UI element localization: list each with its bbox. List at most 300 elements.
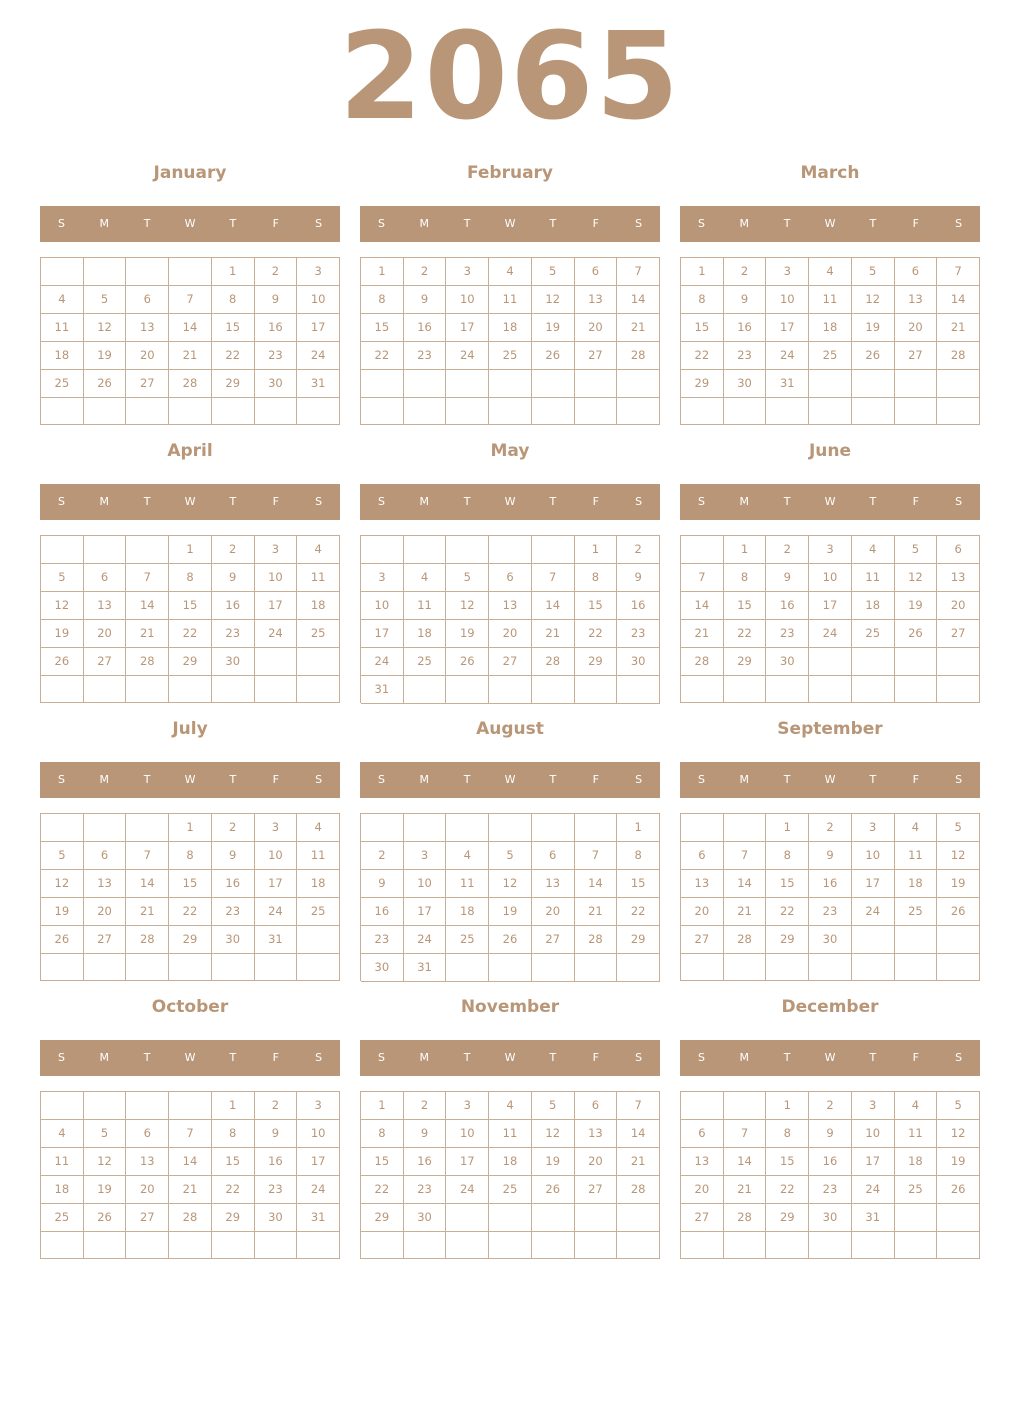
weekday-label: T [869,773,877,786]
day-cell: 7 [617,1092,660,1120]
empty-day-cell [575,954,618,982]
weekday-label: M [419,773,430,786]
day-cell: 21 [724,898,767,926]
day-cell: 29 [169,926,212,954]
day-cell: 22 [169,898,212,926]
day-cell: 26 [41,648,84,676]
empty-day-cell [446,1204,489,1232]
day-cell: 21 [681,620,724,648]
day-cell: 27 [575,1176,618,1204]
day-cell: 13 [575,1120,618,1148]
day-cell: 20 [895,314,938,342]
day-cell: 10 [297,1120,340,1148]
empty-day-cell [212,676,255,703]
day-cell: 29 [575,648,618,676]
day-cell: 14 [532,592,575,620]
day-cell: 4 [895,1092,938,1120]
day-cell: 19 [41,620,84,648]
day-cell: 30 [212,926,255,954]
day-cell: 17 [446,1148,489,1176]
day-cell: 17 [404,898,447,926]
day-cell: 26 [937,898,980,926]
day-cell: 20 [532,898,575,926]
day-cell: 10 [297,286,340,314]
weekday-header [360,1040,660,1076]
day-cell: 14 [126,592,169,620]
day-cell: 1 [766,1092,809,1120]
weekday-label: S [315,495,323,508]
day-cell: 13 [575,286,618,314]
day-cell: 12 [84,314,127,342]
day-cell: 23 [766,620,809,648]
weekday-label: T [463,1051,471,1064]
weekday-label: T [143,495,151,508]
day-cell: 23 [255,342,298,370]
day-cell: 25 [297,898,340,926]
day-grid [680,535,980,703]
day-cell: 8 [361,286,404,314]
day-cell: 16 [617,592,660,620]
day-cell: 24 [297,1176,340,1204]
day-cell: 12 [852,286,895,314]
day-cell: 19 [532,314,575,342]
day-cell: 3 [361,564,404,592]
empty-day-cell [617,370,660,398]
empty-day-cell [532,814,575,842]
day-cell: 19 [84,342,127,370]
month-january [40,158,340,390]
empty-day-cell [404,676,447,704]
empty-day-cell [852,398,895,425]
day-cell: 27 [681,926,724,954]
day-cell: 2 [255,258,298,286]
day-cell: 31 [361,676,404,704]
day-cell: 24 [766,342,809,370]
day-cell: 29 [361,1204,404,1232]
day-cell: 2 [809,1092,852,1120]
weekday-label: M [739,1051,750,1064]
day-cell: 5 [532,1092,575,1120]
day-cell: 16 [212,592,255,620]
day-cell: 29 [724,648,767,676]
day-cell: 21 [532,620,575,648]
empty-day-cell [681,1092,724,1120]
day-grid [360,813,660,981]
empty-day-cell [681,676,724,703]
empty-day-cell [532,954,575,982]
weekday-label: S [377,217,385,230]
day-cell: 5 [937,1092,980,1120]
empty-day-cell [255,398,298,425]
empty-day-cell [895,926,938,954]
day-cell: 27 [489,648,532,676]
day-cell: 25 [489,1176,532,1204]
empty-day-cell [895,1232,938,1259]
day-cell: 28 [532,648,575,676]
day-cell: 26 [852,342,895,370]
weekday-header [40,484,340,520]
month-april [40,436,340,668]
month-march [680,158,980,390]
day-cell: 1 [212,258,255,286]
weekday-label: W [184,1051,196,1064]
day-cell: 17 [255,592,298,620]
weekday-label: S [57,773,65,786]
empty-day-cell [255,676,298,703]
day-cell: 19 [895,592,938,620]
day-cell: 6 [575,258,618,286]
day-cell: 20 [937,592,980,620]
empty-day-cell [617,676,660,704]
weekday-label: T [549,217,557,230]
day-cell: 1 [212,1092,255,1120]
empty-day-cell [446,1232,489,1259]
day-cell: 2 [404,1092,447,1120]
empty-day-cell [255,648,298,676]
day-cell: 24 [852,898,895,926]
day-cell: 8 [169,842,212,870]
day-cell: 30 [617,648,660,676]
day-cell: 10 [255,842,298,870]
day-cell: 14 [724,870,767,898]
empty-day-cell [126,1092,169,1120]
day-cell: 11 [489,286,532,314]
day-cell: 11 [895,1120,938,1148]
day-cell: 26 [84,1204,127,1232]
day-cell: 12 [489,870,532,898]
day-cell: 30 [255,1204,298,1232]
empty-day-cell [41,398,84,425]
weekday-label: T [783,495,791,508]
weekday-label: T [549,1051,557,1064]
day-cell: 10 [255,564,298,592]
day-cell: 18 [895,1148,938,1176]
day-cell: 1 [169,536,212,564]
day-cell: 23 [809,1176,852,1204]
day-cell: 11 [41,1148,84,1176]
day-cell: 31 [852,1204,895,1232]
day-cell: 27 [84,648,127,676]
day-cell: 16 [766,592,809,620]
day-cell: 21 [126,898,169,926]
empty-day-cell [361,536,404,564]
month-title: June [808,441,852,461]
day-cell: 27 [532,926,575,954]
day-cell: 29 [212,370,255,398]
weekday-label: W [824,217,836,230]
empty-day-cell [724,676,767,703]
weekday-label: S [635,773,643,786]
month-title: October [151,997,229,1017]
day-cell: 8 [575,564,618,592]
day-cell: 24 [446,1176,489,1204]
empty-day-cell [84,398,127,425]
day-cell: 22 [766,1176,809,1204]
day-cell: 17 [255,870,298,898]
day-cell: 26 [446,648,489,676]
day-cell: 3 [404,842,447,870]
empty-day-cell [724,1092,767,1120]
empty-day-cell [724,814,767,842]
weekday-label: F [912,495,919,508]
day-cell: 20 [126,1176,169,1204]
day-cell: 6 [84,564,127,592]
day-cell: 17 [852,870,895,898]
empty-day-cell [41,536,84,564]
empty-day-cell [809,398,852,425]
day-cell: 18 [404,620,447,648]
day-cell: 22 [681,342,724,370]
day-cell: 16 [404,1148,447,1176]
weekday-label: S [57,1051,65,1064]
empty-day-cell [446,536,489,564]
day-cell: 19 [937,1148,980,1176]
day-cell: 12 [41,592,84,620]
weekday-label: S [697,1051,705,1064]
day-cell: 21 [169,342,212,370]
day-cell: 23 [809,898,852,926]
day-cell: 8 [766,842,809,870]
day-cell: 7 [681,564,724,592]
day-cell: 20 [84,898,127,926]
empty-day-cell [937,398,980,425]
day-cell: 8 [212,1120,255,1148]
day-cell: 13 [126,1148,169,1176]
day-cell: 18 [446,898,489,926]
day-cell: 2 [724,258,767,286]
day-cell: 26 [532,342,575,370]
day-cell: 9 [404,286,447,314]
day-cell: 4 [41,286,84,314]
day-cell: 5 [489,842,532,870]
empty-day-cell [809,370,852,398]
day-grid [680,1091,980,1259]
day-cell: 27 [126,370,169,398]
day-cell: 27 [895,342,938,370]
day-cell: 16 [809,870,852,898]
day-cell: 25 [41,1204,84,1232]
day-cell: 12 [446,592,489,620]
day-cell: 26 [895,620,938,648]
empty-day-cell [766,398,809,425]
day-cell: 30 [212,648,255,676]
day-cell: 3 [297,258,340,286]
month-august [360,714,660,974]
day-cell: 20 [575,314,618,342]
empty-day-cell [297,676,340,703]
day-cell: 8 [212,286,255,314]
day-cell: 20 [575,1148,618,1176]
day-cell: 23 [361,926,404,954]
weekday-label: S [635,495,643,508]
day-cell: 15 [617,870,660,898]
day-cell: 22 [766,898,809,926]
day-cell: 6 [126,1120,169,1148]
day-cell: 3 [446,258,489,286]
day-grid [360,535,660,703]
day-cell: 5 [937,814,980,842]
empty-day-cell [404,398,447,426]
empty-day-cell [446,954,489,982]
weekday-label: S [315,1051,323,1064]
empty-day-cell [895,398,938,425]
year-title: 2065 [339,8,681,147]
empty-day-cell [404,1232,447,1259]
day-cell: 20 [681,1176,724,1204]
empty-day-cell [852,954,895,981]
empty-day-cell [126,814,169,842]
weekday-label: T [869,217,877,230]
day-cell: 6 [489,564,532,592]
day-cell: 14 [937,286,980,314]
weekday-label: M [99,773,110,786]
day-cell: 19 [852,314,895,342]
day-cell: 22 [212,342,255,370]
day-cell: 30 [809,1204,852,1232]
weekday-label: S [377,773,385,786]
weekday-label: W [824,773,836,786]
empty-day-cell [126,398,169,425]
day-cell: 12 [84,1148,127,1176]
empty-day-cell [617,1204,660,1232]
day-cell: 31 [297,370,340,398]
weekday-label: S [955,217,963,230]
weekday-label: F [912,217,919,230]
day-cell: 28 [937,342,980,370]
day-cell: 15 [169,870,212,898]
day-cell: 15 [212,1148,255,1176]
day-grid [40,257,340,425]
weekday-label: W [184,495,196,508]
day-cell: 22 [724,620,767,648]
weekday-header [40,762,340,798]
day-cell: 20 [489,620,532,648]
weekday-label: T [229,495,237,508]
day-cell: 26 [84,370,127,398]
day-cell: 29 [681,370,724,398]
empty-day-cell [361,370,404,398]
day-cell: 18 [895,870,938,898]
day-cell: 23 [212,898,255,926]
day-cell: 29 [212,1204,255,1232]
weekday-label: T [549,773,557,786]
day-cell: 5 [446,564,489,592]
day-cell: 11 [404,592,447,620]
day-cell: 9 [809,1120,852,1148]
weekday-label: M [419,1051,430,1064]
day-cell: 12 [937,842,980,870]
day-cell: 24 [361,648,404,676]
day-cell: 7 [532,564,575,592]
empty-day-cell [297,1232,340,1259]
day-cell: 17 [361,620,404,648]
day-cell: 14 [724,1148,767,1176]
weekday-label: T [549,495,557,508]
day-cell: 28 [617,342,660,370]
day-cell: 6 [681,1120,724,1148]
day-cell: 1 [361,1092,404,1120]
day-cell: 8 [681,286,724,314]
day-cell: 6 [681,842,724,870]
empty-day-cell [169,1092,212,1120]
weekday-label: S [635,1051,643,1064]
weekday-label: T [869,495,877,508]
day-cell: 8 [724,564,767,592]
weekday-label: W [504,1051,516,1064]
day-grid [360,257,660,425]
weekday-label: F [912,1051,919,1064]
empty-day-cell [169,1232,212,1259]
empty-day-cell [489,1232,532,1259]
month-june [680,436,980,668]
day-cell: 30 [809,926,852,954]
day-cell: 7 [617,258,660,286]
day-cell: 14 [169,1148,212,1176]
day-cell: 28 [126,648,169,676]
day-cell: 17 [852,1148,895,1176]
empty-day-cell [361,1232,404,1259]
day-cell: 28 [126,926,169,954]
day-cell: 7 [126,564,169,592]
empty-day-cell [489,676,532,704]
weekday-label: S [955,773,963,786]
weekday-label: M [419,495,430,508]
day-cell: 9 [255,286,298,314]
day-cell: 6 [532,842,575,870]
day-cell: 30 [361,954,404,982]
day-cell: 21 [126,620,169,648]
day-cell: 16 [212,870,255,898]
empty-day-cell [169,676,212,703]
day-cell: 29 [169,648,212,676]
day-cell: 14 [617,286,660,314]
empty-day-cell [852,1232,895,1259]
day-cell: 3 [809,536,852,564]
day-cell: 21 [724,1176,767,1204]
empty-day-cell [575,814,618,842]
day-cell: 25 [852,620,895,648]
weekday-label: F [272,1051,279,1064]
day-cell: 10 [404,870,447,898]
weekday-label: T [229,217,237,230]
month-july [40,714,340,946]
weekday-label: F [592,773,599,786]
day-cell: 19 [532,1148,575,1176]
empty-day-cell [489,954,532,982]
weekday-label: W [824,495,836,508]
empty-day-cell [937,676,980,703]
day-cell: 9 [724,286,767,314]
day-cell: 17 [297,314,340,342]
empty-day-cell [84,1232,127,1259]
empty-day-cell [489,536,532,564]
weekday-label: F [592,1051,599,1064]
weekday-label: T [783,1051,791,1064]
day-cell: 9 [212,842,255,870]
day-cell: 14 [681,592,724,620]
empty-day-cell [489,1204,532,1232]
day-cell: 27 [575,342,618,370]
day-cell: 24 [255,620,298,648]
day-cell: 20 [681,898,724,926]
empty-day-cell [212,954,255,981]
weekday-label: S [57,495,65,508]
empty-day-cell [617,1232,660,1259]
weekday-label: S [377,1051,385,1064]
empty-day-cell [532,676,575,704]
day-cell: 4 [446,842,489,870]
day-grid [680,257,980,425]
